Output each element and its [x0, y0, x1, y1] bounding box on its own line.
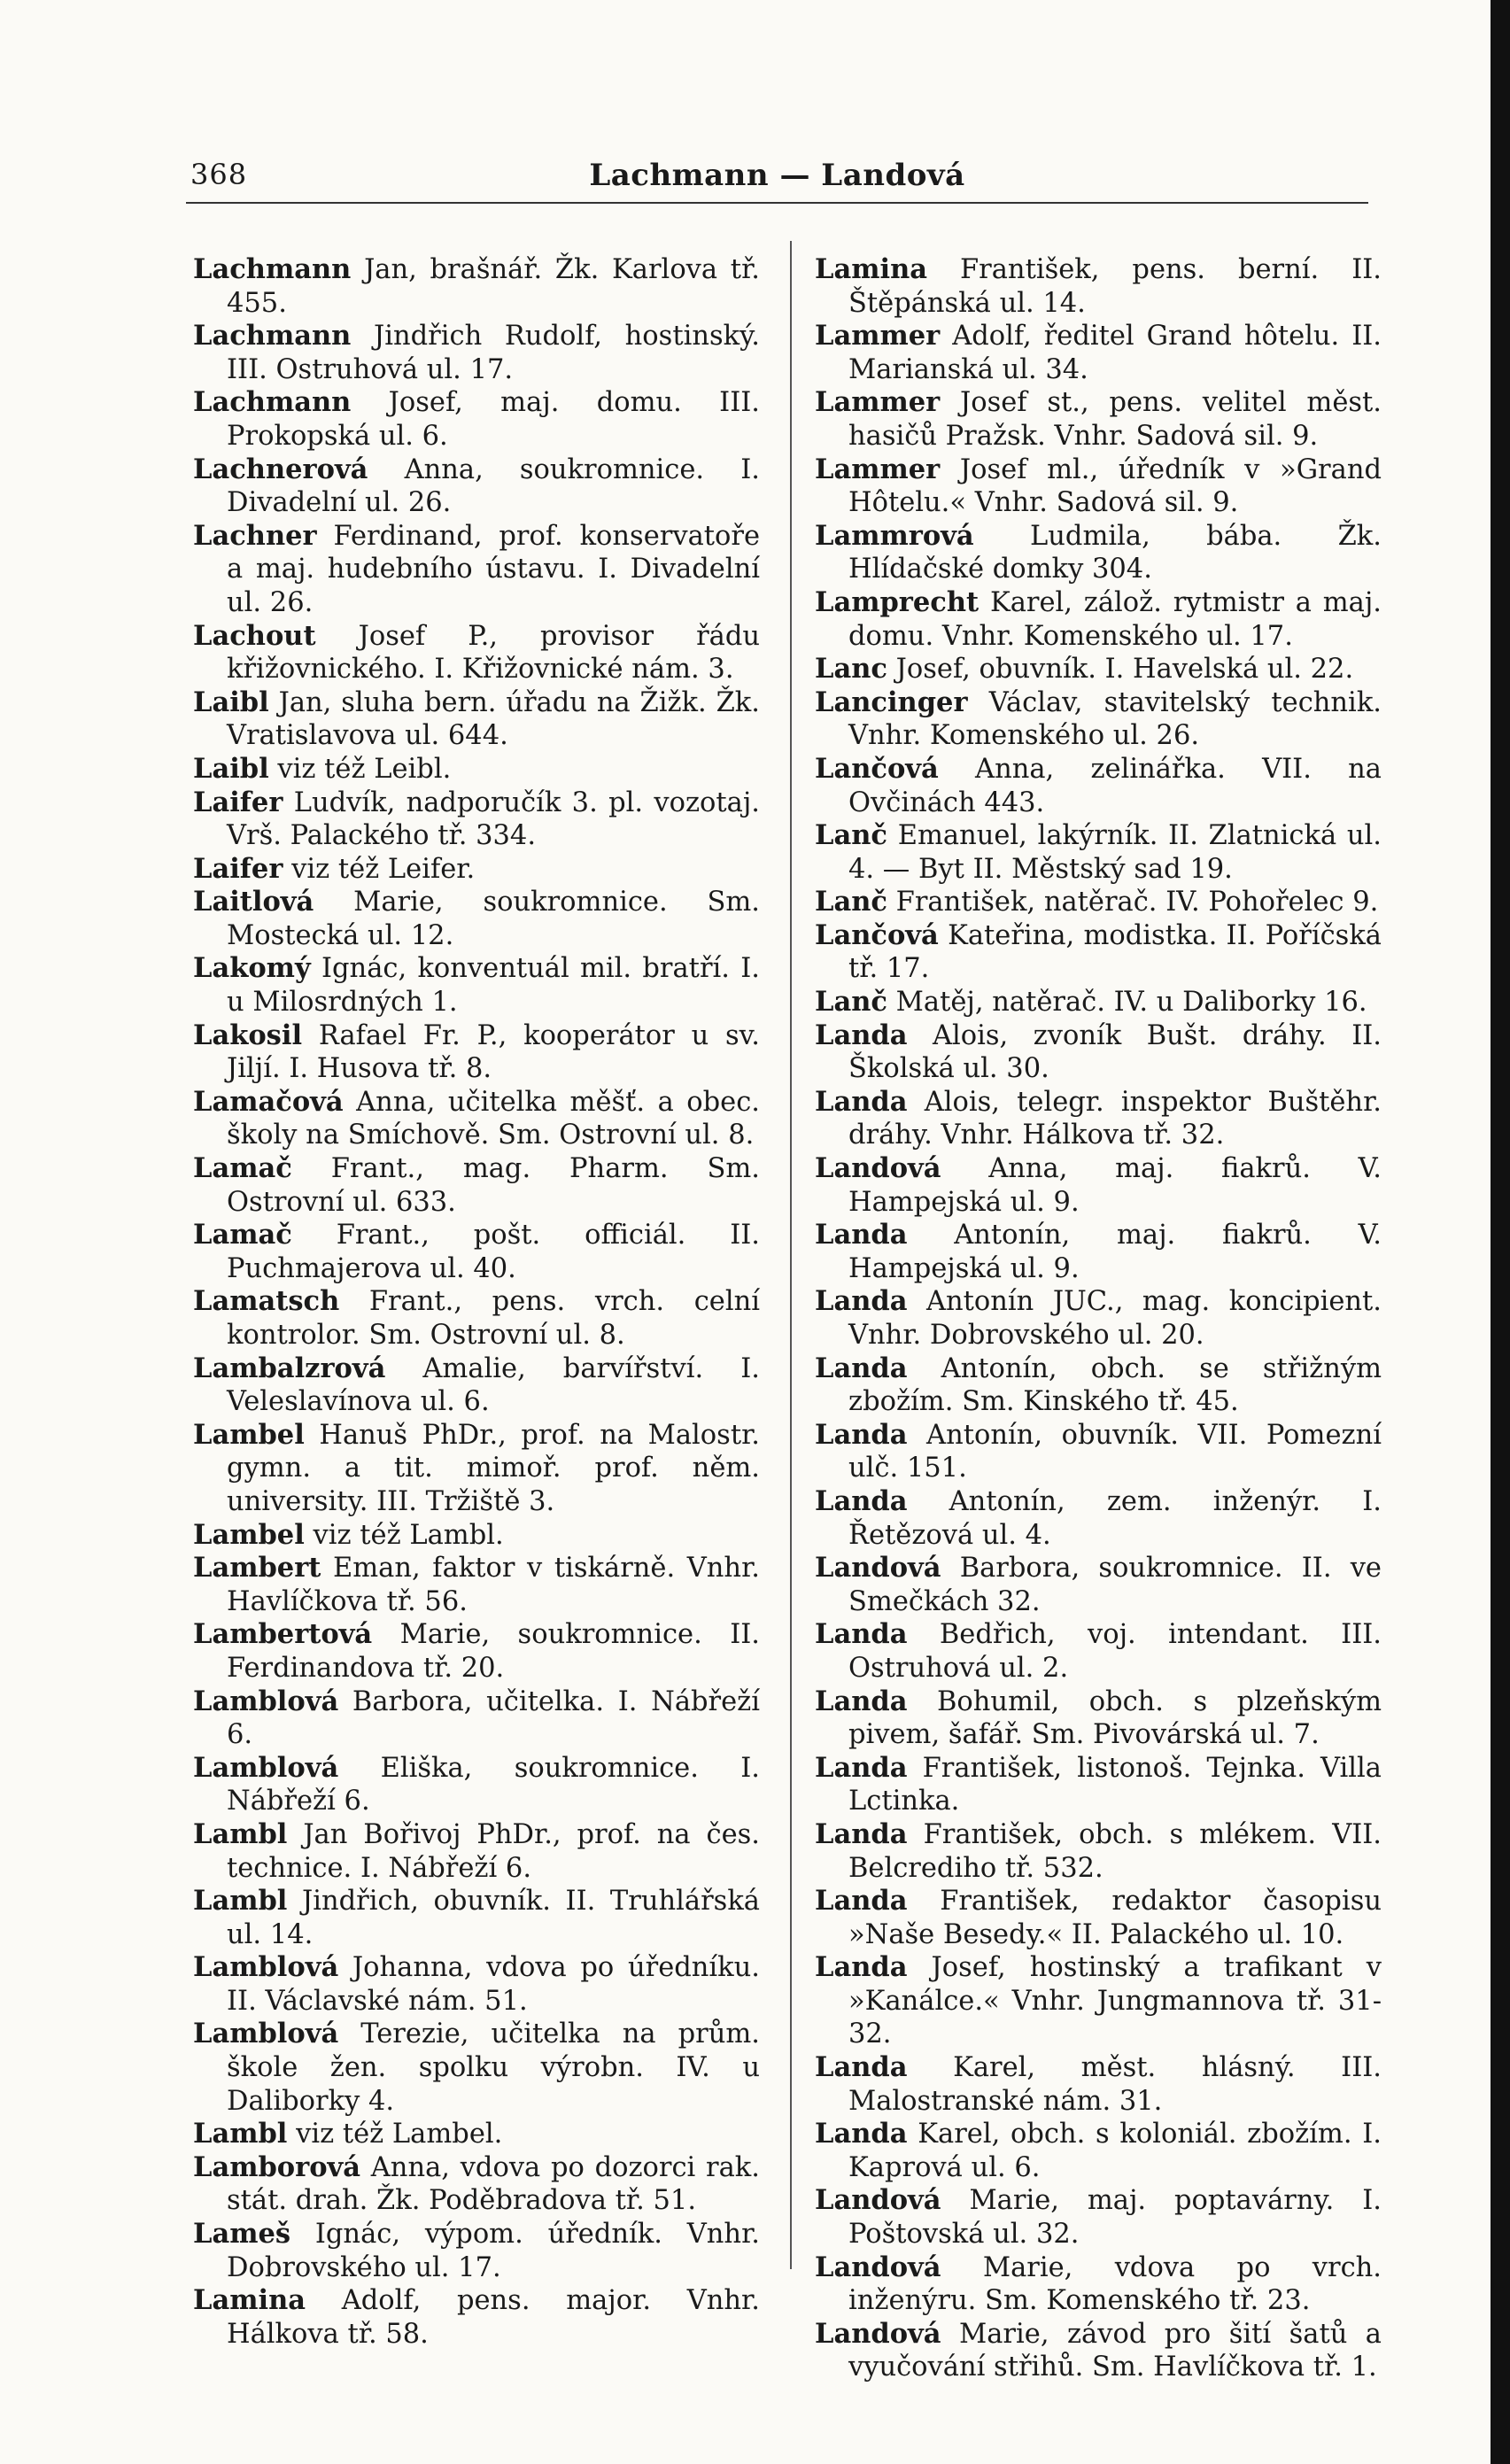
- directory-entry: [193, 2151, 760, 2218]
- entry-details: Rafael Fr. P., kooperátor u sv. Jiljí. I. Husova tř. 8.: [227, 1019, 760, 1085]
- directory-entry: [815, 320, 1382, 386]
- directory-entry: [815, 1352, 1382, 1419]
- entry-surname: Landa: [815, 1019, 908, 1051]
- directory-entry: [193, 1752, 760, 1818]
- entry-surname: Lamblová: [193, 1685, 339, 1717]
- entry-surname: Lamatsch: [193, 1285, 340, 1318]
- directory-entry: [193, 1818, 760, 1885]
- directory-entry: [193, 1219, 760, 1285]
- entry-surname: Lambalzrová: [193, 1352, 386, 1384]
- page-number: 368: [190, 158, 248, 191]
- entry-surname: Laifer: [193, 786, 283, 818]
- entry-surname: Lamblová: [193, 2018, 339, 2050]
- directory-entry: [193, 1552, 760, 1618]
- entry-details: Josef ml., úředník v »Grand Hôtelu.« Vnhr. Sadová sil. 9.: [848, 453, 1382, 519]
- entry-details: Ignác, konventuál mil. bratří. I. u Milosrdných 1.: [227, 953, 760, 1019]
- directory-entry: [815, 1419, 1382, 1485]
- directory-entry: [815, 986, 1382, 1019]
- directory-entry: [193, 886, 760, 952]
- directory-entry: [815, 686, 1382, 753]
- directory-entry: [815, 1818, 1382, 1885]
- entry-surname: Lammrová: [815, 519, 974, 552]
- entry-details: Frant., mag. Pharm. Sm. Ostrovní ul. 633.: [227, 1153, 760, 1218]
- entry-details: Marie, soukromnice. II. Ferdinandova tř. 20.: [227, 1619, 761, 1684]
- directory-entry: [193, 1685, 760, 1752]
- directory-entry: [815, 1086, 1382, 1152]
- directory-entry: [193, 2118, 760, 2151]
- entry-surname: Landová: [815, 1552, 941, 1585]
- entry-details: Frant., pens. vrch. celní kontrolor. Sm. Ostrovní ul. 8.: [227, 1286, 760, 1351]
- directory-entry: [815, 653, 1382, 686]
- directory-entry: [815, 2318, 1382, 2384]
- entry-details: František, natěrač. IV. Pohořelec 9.: [895, 887, 1379, 918]
- entry-surname: Landa: [815, 1951, 908, 1984]
- directory-entry: [815, 1685, 1382, 1752]
- directory-entry: [815, 586, 1382, 653]
- entry-surname: Laitlová: [193, 886, 314, 918]
- column-divider: [790, 241, 792, 2269]
- entry-surname: Lamprecht: [815, 585, 980, 618]
- entry-details: Anna, maj. fiakrů. V. Hampejská ul. 9.: [848, 1153, 1382, 1218]
- entry-surname: Lambert: [193, 1552, 321, 1585]
- directory-entry: [193, 753, 760, 786]
- entry-surname: Lammer: [815, 320, 941, 353]
- entry-details: Karel, zálož. rytmistr a maj. domu. Vnhr. Komenského ul. 17.: [848, 586, 1382, 652]
- entry-details: Terezie, učitelka na prům. škole žen. spolku výrobn. IV. u Daliborky 4.: [227, 2018, 760, 2117]
- directory-entry: [815, 1485, 1382, 1552]
- directory-entry: [193, 952, 760, 1019]
- entry-details: Adolf, pens. major. Vnhr. Hálkova tř. 58.: [227, 2285, 760, 2350]
- entry-surname: Lachmann: [193, 320, 352, 353]
- entry-surname: Landová: [815, 1152, 941, 1185]
- directory-entry: [193, 1519, 760, 1553]
- entry-details: Marie, závod pro šití šatů a vyučování střihů. Sm. Havlíčkova tř. 1.: [848, 2318, 1382, 2383]
- entry-details: Jan, sluha bern. úřadu na Žižk. Žk. Vratislavova ul. 644.: [227, 686, 760, 752]
- entry-details: Josef P., provisor řádu křižovnického. I. Křižovnické nám. 3.: [227, 620, 761, 686]
- entry-details: Josef, maj. domu. III. Prokopská ul. 6.: [227, 387, 760, 452]
- entry-surname: Landa: [815, 1085, 908, 1118]
- directory-entry: [815, 919, 1382, 986]
- entry-details: Antonín, zem. inženýr. I. Řetězová ul. 4.: [848, 1485, 1382, 1551]
- entry-details: Josef, hostinský a trafikant v »Kanálce.« Vnhr. Jungmannova tř. 31-32.: [848, 1952, 1382, 2050]
- running-head: [190, 158, 1364, 202]
- directory-entry: [193, 2018, 760, 2118]
- directory-entry: [193, 320, 760, 386]
- entry-details: Marie, vdova po vrch. inženýru. Sm. Komenského tř. 23.: [848, 2251, 1382, 2317]
- entry-details: Jan Bořivoj PhDr., prof. na čes. technice. I. Nábřeží 6.: [227, 1818, 760, 1884]
- entry-details: Václav, stavitelský technik. Vnhr. Komenského ul. 26.: [848, 686, 1382, 752]
- entry-surname: Laifer: [193, 852, 283, 885]
- entry-details: viz též Leifer.: [291, 853, 476, 885]
- entry-surname: Lamač: [193, 1152, 292, 1185]
- entry-surname: Landová: [815, 2184, 941, 2217]
- entry-details: Alois, telegr. inspektor Buštěhr. dráhy. Vnhr. Hálkova tř. 32.: [848, 1086, 1382, 1151]
- directory-entry: [815, 2118, 1382, 2184]
- entry-surname: Lančová: [815, 752, 939, 785]
- entry-surname: Lambel: [193, 1418, 305, 1451]
- entry-surname: Lameš: [193, 2218, 291, 2251]
- entry-surname: Lamina: [815, 253, 928, 285]
- entry-surname: Landa: [815, 1418, 908, 1451]
- entry-details: Marie, soukromnice. Sm. Mostecká ul. 12.: [227, 887, 760, 951]
- entry-surname: Landa: [815, 1618, 908, 1651]
- directory-entry: [815, 386, 1382, 453]
- directory-entry: [815, 1152, 1382, 1219]
- directory-entry: [815, 886, 1382, 919]
- entry-details: Barbora, učitelka. I. Nábřeží 6.: [227, 1685, 760, 1751]
- entry-surname: Lanč: [815, 819, 887, 852]
- entry-surname: Lambertová: [193, 1618, 373, 1651]
- directory-entry: [815, 2184, 1382, 2251]
- header-rule: [186, 202, 1368, 204]
- entry-surname: Lamblová: [193, 1951, 339, 1984]
- directory-entry: [815, 1951, 1382, 2051]
- entry-details: Barbora, soukromnice. II. ve Smečkách 32.: [848, 1553, 1382, 1617]
- entry-surname: Lamač: [193, 1219, 292, 1251]
- entry-details: Ferdinand, prof. konservatoře a maj. hudebního ústavu. I. Divadelní ul. 26.: [227, 520, 761, 618]
- directory-entry: [193, 1951, 760, 2018]
- entry-surname: Lachout: [193, 619, 316, 652]
- entry-surname: Landa: [815, 1817, 908, 1850]
- entry-details: Matěj, natěrač. IV. u Daliborky 16.: [895, 987, 1367, 1019]
- entry-details: Antonín, maj. fiakrů. V. Hampejská ul. 9.: [848, 1220, 1382, 1284]
- entry-details: Bohumil, obch. s plzeňským pivem, šafář. Sm. Pivovárská ul. 7.: [848, 1685, 1382, 1751]
- entry-details: Frant., pošt. officiál. II. Puchmajerova ul. 40.: [227, 1220, 760, 1284]
- directory-entry: [193, 253, 760, 320]
- directory-entry: [815, 1752, 1382, 1818]
- entry-details: Karel, měst. hlásný. III. Malostranské nám. 31.: [848, 2052, 1382, 2117]
- left-column: [193, 253, 760, 2351]
- entry-surname: Lanč: [815, 986, 887, 1019]
- entry-details: Amalie, barvířství. I. Veleslavínova ul. 6.: [227, 1352, 760, 1418]
- entry-surname: Lakomý: [193, 952, 311, 985]
- entry-details: Jindřich Rudolf, hostinský. III. Ostruhová ul. 17.: [227, 321, 760, 385]
- entry-details: Antonín, obuvník. VII. Pomezní ulč. 151.: [848, 1419, 1382, 1484]
- entry-details: Adolf, ředitel Grand hôtelu. II. Marianská ul. 34.: [848, 321, 1382, 385]
- directory-entry: [815, 2251, 1382, 2318]
- directory-entry: [815, 753, 1382, 819]
- entry-details: František, obch. s mlékem. VII. Belcrediho tř. 532.: [848, 1818, 1382, 1884]
- directory-entry: [815, 819, 1382, 886]
- entry-surname: Landa: [815, 2118, 908, 2150]
- entry-details: Ludmila, bába. Žk. Hlídačské domky 304.: [848, 520, 1382, 585]
- entry-surname: Landa: [815, 1219, 908, 1251]
- entry-details: František, pens. berní. II. Štěpánská ul. 14.: [848, 254, 1382, 319]
- entry-details: Bedřich, voj. intendant. III. Ostruhová ul. 2.: [848, 1619, 1382, 1684]
- entry-details: Kateřina, modistka. II. Poříčská tř. 17.: [848, 919, 1382, 985]
- entry-details: Jan, brašnář. Žk. Karlova tř. 455.: [227, 254, 760, 319]
- entry-details: viz též Lambel.: [296, 2119, 503, 2150]
- directory-entry: [193, 1618, 760, 1685]
- directory-entry: [193, 620, 760, 686]
- entry-surname: Lachmann: [193, 386, 352, 419]
- entry-details: Antonín, obch. se střižným zbožím. Sm. Kinského tř. 45.: [848, 1352, 1382, 1418]
- directory-entry: [193, 853, 760, 887]
- directory-entry: [193, 2284, 760, 2351]
- directory-entry: [193, 1352, 760, 1419]
- entry-surname: Lambl: [193, 1817, 288, 1850]
- entry-details: Marie, maj. poptavárny. I. Poštovská ul. 32.: [848, 2185, 1382, 2251]
- directory-entry: [193, 2218, 760, 2284]
- entry-surname: Lachnerová: [193, 453, 368, 485]
- right-column: [815, 253, 1382, 2384]
- directory-entry: [815, 520, 1382, 586]
- entry-surname: Laibl: [193, 686, 269, 718]
- entry-surname: Lancinger: [815, 686, 968, 718]
- entry-surname: Lammer: [815, 386, 941, 419]
- entry-details: viz též Lambl.: [313, 1519, 504, 1551]
- entry-surname: Landová: [815, 2251, 941, 2283]
- entry-details: František, listonoš. Tejnka. Villa Lctinka.: [848, 1752, 1382, 1817]
- directory-entry: [815, 1885, 1382, 1951]
- entry-surname: Lammer: [815, 453, 941, 485]
- directory-entry: [815, 453, 1382, 520]
- page-title: Lachmann — Landová: [589, 158, 965, 193]
- scan-edge: [1491, 0, 1510, 2464]
- entry-details: Anna, soukromnice. I. Divadelní ul. 26.: [227, 453, 760, 519]
- directory-entry: [815, 2051, 1382, 2118]
- directory-entry: [815, 253, 1382, 320]
- entry-surname: Landová: [815, 2317, 941, 2350]
- entry-details: Hanuš PhDr., prof. na Malostr. gymn. a tit. mimoř. prof. něm. university. III. Tržiště 3.: [227, 1419, 761, 1517]
- entry-details: František, redaktor časopisu »Naše Besedy.« II. Palackého ul. 10.: [848, 1886, 1382, 1950]
- entry-details: Emanuel, lakýrník. II. Zlatnická ul. 4. — Byt II. Městský sad 19.: [848, 820, 1382, 885]
- entry-surname: Lamborová: [193, 2150, 361, 2183]
- entry-details: Josef st., pens. velitel měst. hasičů Pražsk. Vnhr. Sadová sil. 9.: [848, 387, 1382, 452]
- directory-entry: [193, 1152, 760, 1219]
- entry-details: Antonín JUC., mag. koncipient. Vnhr. Dobrovského ul. 20.: [848, 1286, 1382, 1351]
- entry-surname: Lakosil: [193, 1019, 303, 1051]
- directory-entry: [815, 1219, 1382, 1285]
- entry-surname: Lanč: [815, 886, 887, 918]
- entry-details: Anna, vdova po dozorci rak. stát. drah. Žk. Poděbradova tř. 51.: [227, 2151, 760, 2217]
- entry-details: Johanna, vdova po úředníku. II. Václavské nám. 51.: [227, 1952, 760, 2017]
- directory-entry: [815, 1285, 1382, 1352]
- directory-entry: [815, 1552, 1382, 1618]
- entry-surname: Lamina: [193, 2284, 306, 2317]
- entry-surname: Lančová: [815, 918, 939, 951]
- entry-surname: Lamačová: [193, 1085, 344, 1118]
- entry-details: Anna, učitelka měšť. a obec. školy na Smíchově. Sm. Ostrovní ul. 8.: [227, 1086, 760, 1151]
- entry-surname: Landa: [815, 1484, 908, 1517]
- entry-details: Josef, obuvník. I. Havelská ul. 22.: [895, 654, 1354, 686]
- entry-surname: Landa: [815, 2051, 908, 2084]
- entry-details: Ludvík, nadporučík 3. pl. vozotaj. Vrš. Palackého tř. 334.: [227, 786, 760, 852]
- entry-surname: Lambl: [193, 2118, 288, 2150]
- entry-surname: Lachmann: [193, 253, 352, 285]
- entry-surname: Lambl: [193, 1885, 288, 1918]
- entry-surname: Landa: [815, 1685, 908, 1717]
- directory-entry: [193, 1885, 760, 1951]
- entry-details: Eman, faktor v tiskárně. Vnhr. Havlíčkova tř. 56.: [227, 1553, 761, 1617]
- entry-details: Anna, zelinářka. VII. na Ovčinách 443.: [848, 753, 1382, 818]
- directory-entry: [193, 453, 760, 520]
- entry-details: Ignác, výpom. úředník. Vnhr. Dobrovského ul. 17.: [227, 2219, 760, 2283]
- directory-entry: [193, 1285, 760, 1352]
- directory-entry: [193, 520, 760, 620]
- directory-entry: [193, 1419, 760, 1519]
- directory-entry: [193, 1019, 760, 1086]
- directory-entry: [193, 1086, 760, 1152]
- entry-surname: Lanc: [815, 653, 887, 686]
- entry-surname: Landa: [815, 1751, 908, 1784]
- directory-entry: [193, 686, 760, 753]
- directory-entry: [193, 786, 760, 853]
- entry-details: viz též Leibl.: [277, 753, 452, 785]
- directory-entry: [815, 1618, 1382, 1685]
- directory-entry: [815, 1019, 1382, 1086]
- entry-details: Alois, zvoník Bušt. dráhy. II. Školská ul. 30.: [848, 1019, 1382, 1085]
- entry-details: Eliška, soukromnice. I. Nábřeží 6.: [227, 1752, 760, 1817]
- entry-details: Karel, obch. s koloniál. zbožím. I. Kaprová ul. 6.: [848, 2119, 1382, 2183]
- entry-details: Jindřich, obuvník. II. Truhlářská ul. 14.: [227, 1886, 760, 1950]
- entry-surname: Lambel: [193, 1518, 305, 1551]
- directory-entry: [193, 386, 760, 453]
- entry-surname: Landa: [815, 1285, 908, 1318]
- entry-surname: Lamblová: [193, 1751, 339, 1784]
- entry-surname: Landa: [815, 1352, 908, 1384]
- entry-surname: Laibl: [193, 752, 269, 785]
- entry-surname: Lachner: [193, 519, 317, 552]
- entry-surname: Landa: [815, 1885, 908, 1918]
